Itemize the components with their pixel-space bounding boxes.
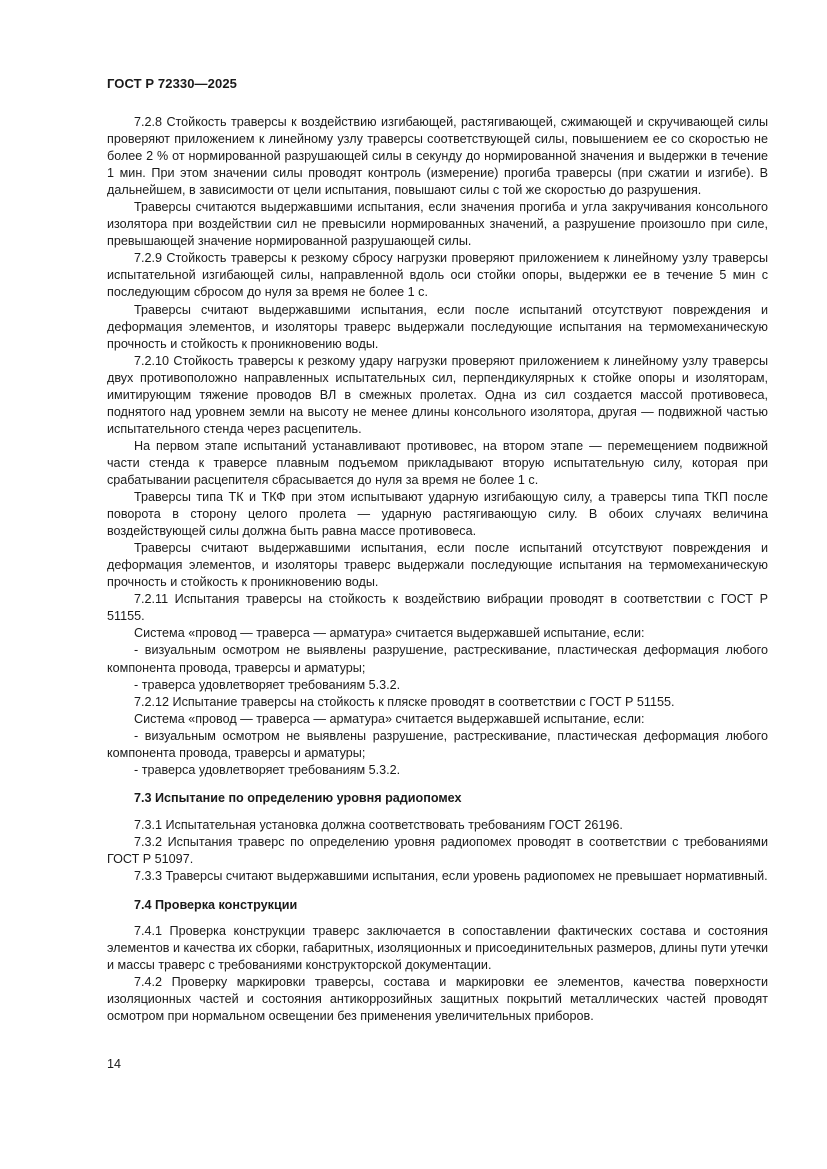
list-item: - траверса удовлетворяет требованиям 5.3.2. [134, 677, 401, 692]
paragraph: Траверсы считаются выдержавшими испытания, если значения прогиба и угла закручивания консольного изолятора при воздействии сил не превысили нормированных значений, а разрушение произошло при силе, превышающей значение нормированной разрушающей силы. [107, 200, 768, 249]
section-heading-7-4: 7.4 Проверка конструкции [134, 898, 298, 913]
paragraph: 7.2.10 Стойкость траверсы к резкому удару нагрузки проверяют приложением к линейному узлу траверсы двух противоположно направленных испытательных сил, перпендикулярных к стойке опоры и изоляторам, имитирующим тяжение проводов ВЛ в смежных пролетах. Одна из сил создается массой противовеса, поднятого над уровнем земли на высоту не менее длины консольного изолятора, другая — подвижной частью испытательного стенда через расцепитель. [107, 353, 768, 436]
paragraph: 7.2.11 Испытания траверсы на стойкость к воздействию вибрации проводят в соответствии с ГОСТ Р 51155. [107, 592, 768, 624]
paragraph: 7.3.3 Траверсы считают выдержавшими испытания, если уровень радиопомех не превышает нормативный. [134, 868, 768, 883]
section-heading-7-3: 7.3 Испытание по определению уровня радиопомех [134, 790, 462, 805]
paragraph: 7.2.12 Испытание траверсы на стойкость к пляске проводят в соответствии с ГОСТ Р 51155. [134, 694, 675, 709]
paragraph: 7.3.1 Испытательная установка должна соответствовать требованиям ГОСТ 26196. [134, 817, 623, 832]
section-7-4 [107, 923, 768, 1025]
paragraph: 7.4.1 Проверка конструкции траверс заключается в сопоставлении фактических состава и состояния элементов и качества их сборки, габаритных, изоляционных и присоединительных размеров, длины пути утечки и массы траверс с требованиями конструкторской документации. [107, 924, 768, 973]
list-item: - визуальным осмотром не выявлены разрушение, растрескивание, пластическая деформация любого компонента провода, траверсы и арматуры; [107, 643, 768, 675]
paragraph: Траверсы типа ТК и ТКФ при этом испытывают ударную изгибающую силу, а траверсы типа ТКП после поворота в сторону целого пролета — ударную растягивающую силу. В обоих случаях величина воздействующей силы должна быть равна массе противовеса. [107, 490, 768, 539]
list-item: - визуальным осмотром не выявлены разрушение, растрескивание, пластическая деформация любого компонента провода, траверсы и арматуры; [107, 728, 768, 760]
paragraph: Траверсы считают выдержавшими испытания, если после испытаний отсутствуют повреждения и деформация элементов, и изоляторы траверс выдержали последующие испытания на термомеханическую прочность и стойкость к проникновению воды. [107, 302, 768, 351]
section-7-3 [107, 817, 768, 885]
paragraph: Система «провод — траверса — арматура» считается выдержавшей испытание, если: [134, 711, 645, 726]
page-content [107, 114, 768, 1025]
paragraph: 7.2.8 Стойкость траверсы к воздействию изгибающей, растягивающей, сжимающей и скручивающей силы проверяют приложением к линейному узлу траверсы соответствующей силы, повышением ее со скоростью не более 2 % от нормированной разрушающей силы в секунду до нормированной значения и выдержки в течение 1 мин. При этом значении силы проводят контроль (измерение) прогиба траверсы (при сжатии и изгибе). В дальнейшем, в зависимости от цели испытания, повышают силы с той же скоростью до разрушения. [107, 115, 768, 198]
list-item: - траверса удовлетворяет требованиям 5.3.2. [134, 762, 401, 777]
paragraph: Траверсы считают выдержавшими испытания, если после испытаний отсутствуют повреждения и деформация элементов, и изоляторы траверс выдержали последующие испытания на термомеханическую прочность и стойкость к проникновению воды. [107, 541, 768, 590]
section-7-2-continued [107, 114, 768, 779]
document-code-header: ГОСТ Р 72330—2025 [107, 76, 237, 91]
paragraph: Система «провод — траверса — арматура» считается выдержавшей испытание, если: [134, 626, 645, 641]
page-number: 14 [107, 1057, 122, 1071]
paragraph: 7.2.9 Стойкость траверсы к резкому сбросу нагрузки проверяют приложением к линейному узлу траверсы испытательной изгибающей силы, направленной вдоль оси стойки опоры, выдержки ее в течение 5 мин с последующим сбросом до нуля за время не более 1 с. [107, 251, 768, 300]
paragraph: 7.4.2 Проверку маркировки траверсы, состава и маркировки ее элементов, качества поверхности изоляционных частей и состояния антикоррозийных защитных покрытий металлических частей проводят осмотром при нормальном освещении без применения увеличительных приборов. [107, 975, 768, 1024]
paragraph: На первом этапе испытаний устанавливают противовес, на втором этапе — перемещением подвижной части стенда к траверсе плавным подъемом прикладывают вторую испытательную силу, которая при срабатывании расцепителя сбрасывается до нуля за время не более 1 с. [107, 438, 768, 487]
paragraph: 7.3.2 Испытания траверс по определению уровня радиопомех проводят в соответствии с требованиями ГОСТ Р 51097. [107, 834, 768, 866]
